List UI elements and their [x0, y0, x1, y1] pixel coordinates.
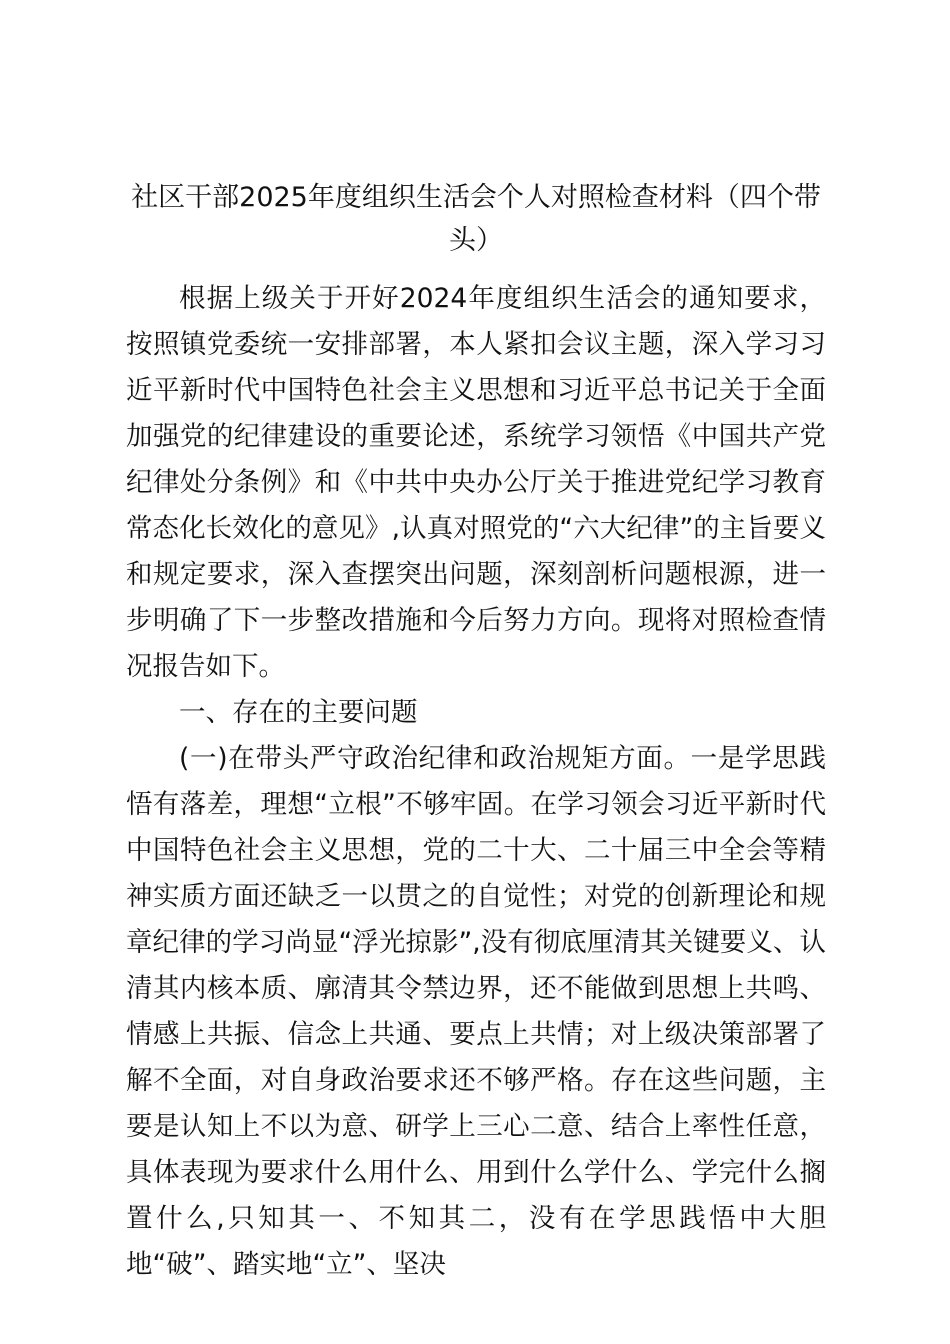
section-1-paragraph: (一)在带头严守政治纪律和政治规矩方面。一是学思践悟有落差，理想“立根”不够牢固。在学习领会习近平新时代中国特色社会主义思想，党的二十大、二十届三中全会等精神实质方面还缺乏一以贯之的自觉性；对党的创新理论和规章纪律的学习尚显“浮光掠影”,没有彻底厘清其关键要义、认清其内核本质、廓清其令禁边界，还不能做到思想上共鸣、情感上共振、信念上共通、要点上共情；对上级决策部署了解不全面，对自身政治要求还不够严格。存在这些问题，主要是认知上不以为意、研学上三心二意、结合上率性任意，具体表现为要求什么用什么、用到什么学什么、学完什么搁置什么,只知其一、不知其二，没有在学思践悟中大胆地“破”、踏实地“立”、坚决: [126, 743, 826, 1280]
document-body: [126, 276, 826, 1288]
section-heading: 一、存在的主要问题: [179, 697, 418, 728]
document-title: 社区干部2025年度组织生活会个人对照检查材料（四个带头）: [131, 182, 821, 256]
intro-paragraph: 根据上级关于开好2024年度组织生活会的通知要求，按照镇党委统一安排部署，本人紧扣会议主题，深入学习习近平新时代中国特色社会主义思想和习近平总书记关于全面加强党的纪律建设的重要论述，系统学习领悟《中国共产党纪律处分条例》和《中共中央办公厅关于推进党纪学习教育常态化长效化的意见》,认真对照党的“六大纪律”的主旨要义和规定要求，深入查摆突出问题，深刻剖析问题根源，进一步明确了下一步整改措施和今后努力方向。现将对照检查情况报告如下。: [126, 283, 826, 682]
